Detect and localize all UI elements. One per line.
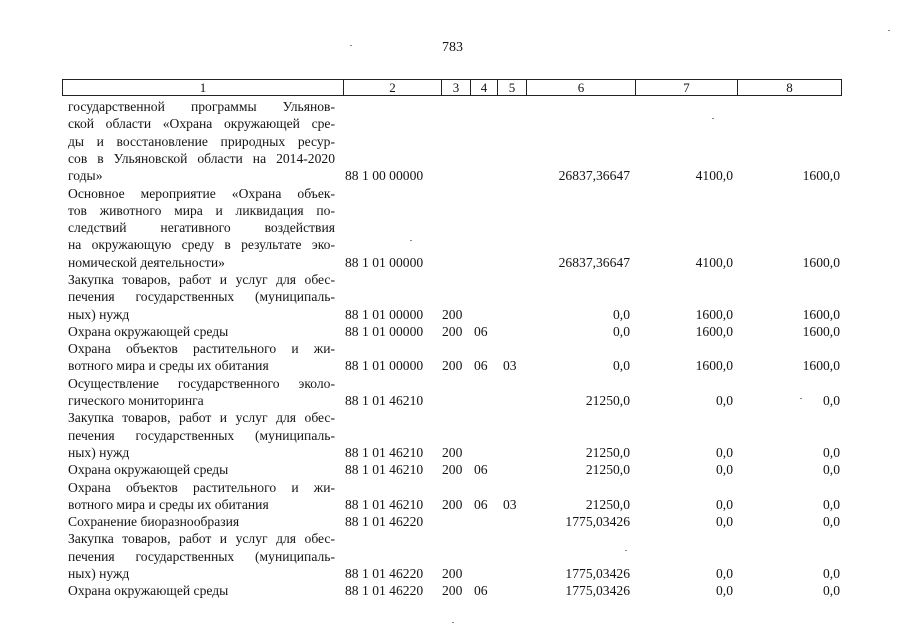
description-line: вотного мира и среды их обитания [68,496,269,512]
scan-speck [800,398,802,399]
cell-expense-type: 200 [442,566,463,582]
header-col-6: 6 [527,80,636,95]
description-line: ных) нужд [68,566,130,582]
row-description [68,582,335,599]
scan-speck [712,118,714,119]
table-row [0,98,905,185]
cell-amount-col7: 0,0 [716,566,733,582]
cell-amount-col7: 4100,0 [695,168,733,184]
cell-target-code: 88 1 01 00000 [345,358,424,374]
scan-speck [625,550,627,551]
cell-target-code: 88 1 01 00000 [345,306,424,322]
header-col-5: 5 [498,80,527,95]
description-line: вотного мира и среды их обитания [68,358,269,374]
description-line: Сохранение биоразнообразия [68,514,240,530]
cell-amount-col8: 0,0 [823,514,840,530]
cell-amount-col7: 1600,0 [695,323,733,339]
scan-speck [888,30,890,31]
cell-target-code: 88 1 00 00000 [345,168,424,184]
description-line: Закупка товаров, работ и услуг для обес- [68,531,335,547]
header-col-2: 2 [344,80,442,95]
row-description [68,513,335,530]
cell-amount-col7: 0,0 [716,514,733,530]
description-line: печения государственных (муниципаль- [68,289,335,305]
table-row [0,513,905,530]
table-row [0,409,905,461]
cell-amount-col6: 0,0 [613,323,630,339]
cell-expense-type: 200 [442,583,463,599]
description-line: на окружающую среду в результате эко- [68,237,335,253]
cell-amount-col6: 1775,03426 [565,514,630,530]
cell-amount-col8: 0,0 [823,462,840,478]
cell-amount-col6: 0,0 [613,306,630,322]
cell-target-code: 88 1 01 46210 [345,444,424,460]
cell-target-code: 88 1 01 46210 [345,462,424,478]
cell-amount-col8: 0,0 [823,566,840,582]
cell-expense-type: 200 [442,496,463,512]
description-line: Охрана объектов растительного и жи- [68,341,335,357]
header-col-8: 8 [786,80,793,95]
cell-amount-col6: 1775,03426 [565,583,630,599]
description-line: Закупка товаров, работ и услуг для обес- [68,410,335,426]
cell-amount-col8: 1600,0 [802,306,840,322]
row-description [68,323,335,340]
description-line: Основное мероприятие «Охрана объек- [68,185,335,201]
cell-target-code: 88 1 01 46220 [345,583,424,599]
table-row [0,582,905,599]
cell-amount-col7: 1600,0 [695,306,733,322]
row-description [68,530,335,582]
description-line: Охрана окружающей среды [68,462,229,478]
cell-expense-type: 200 [442,444,463,460]
description-line: Охрана окружающей среды [68,323,229,339]
cell-amount-col8: 1600,0 [802,254,840,270]
table-row [0,185,905,272]
cell-target-code: 88 1 01 46220 [345,566,424,582]
cell-section: 06 [474,323,488,339]
cell-target-code: 88 1 01 00000 [345,254,424,270]
description-line: ской области «Охрана окружающей сре- [68,116,335,132]
description-line: печения государственных (муниципаль- [68,427,335,443]
cell-section: 06 [474,358,488,374]
cell-amount-col7: 0,0 [716,496,733,512]
cell-target-code: 88 1 01 46220 [345,514,424,530]
table-row [0,375,905,410]
cell-section: 06 [474,462,488,478]
table-body [0,98,905,600]
description-line: печения государственных (муниципаль- [68,548,335,564]
table-row [0,340,905,375]
row-description [68,271,335,323]
description-line: Охрана объектов растительного и жи- [68,479,335,495]
table-row [0,323,905,340]
table-header [62,79,842,96]
cell-amount-col8: 0,0 [823,393,840,409]
cell-section: 06 [474,496,488,512]
row-description [68,461,335,478]
table-row [0,530,905,582]
description-line: Закупка товаров, работ и услуг для обес- [68,272,335,287]
description-line: Охрана окружающей среды [68,583,229,599]
header-col-1: 1 [63,80,344,95]
description-line: номической деятельности» [68,254,225,270]
description-line: ных) нужд [68,444,130,460]
description-line: гического мониторинга [68,393,204,409]
cell-amount-col7: 0,0 [716,393,733,409]
header-col-3: 3 [442,80,471,95]
cell-amount-col8: 1600,0 [802,323,840,339]
table-row [0,461,905,478]
cell-amount-col7: 0,0 [716,444,733,460]
cell-amount-col8: 1600,0 [802,168,840,184]
cell-section: 06 [474,583,488,599]
header-col-7: 7 [636,80,738,95]
description-line: государственной программы Ульянов- [68,99,335,114]
cell-amount-col8: 0,0 [823,496,840,512]
cell-amount-col6: 21250,0 [585,444,630,460]
cell-amount-col8: 1600,0 [802,358,840,374]
description-line: ды и восстановление природных ресур- [68,133,335,149]
table-row [0,271,905,323]
cell-subsection: 03 [503,358,517,374]
cell-amount-col7: 4100,0 [695,254,733,270]
cell-amount-col8: 0,0 [823,444,840,460]
description-line: тов животного мира и ликвидация по- [68,202,335,218]
cell-amount-col7: 0,0 [716,583,733,599]
cell-amount-col6: 1775,03426 [565,566,630,582]
cell-target-code: 88 1 01 00000 [345,323,424,339]
scan-speck [452,622,454,623]
cell-amount-col6: 21250,0 [585,462,630,478]
row-description [68,375,335,410]
header-col-4: 4 [471,80,498,95]
cell-amount-col6: 21250,0 [585,393,630,409]
description-line: Осуществление государственного эколо- [68,375,335,391]
cell-amount-col6: 21250,0 [585,496,630,512]
cell-amount-col6: 0,0 [613,358,630,374]
table-row [0,479,905,514]
row-description [68,479,335,514]
cell-expense-type: 200 [442,462,463,478]
description-line: годы» [68,168,103,184]
row-description [68,340,335,375]
row-description [68,185,335,271]
cell-amount-col6: 26837,36647 [558,254,630,270]
description-line: сов в Ульяновской области на 2014-2020 [68,150,335,166]
description-line: следствий негативного воздействия [68,220,335,236]
scan-speck [350,45,352,46]
cell-expense-type: 200 [442,306,463,322]
cell-target-code: 88 1 01 46210 [345,393,424,409]
cell-target-code: 88 1 01 46210 [345,496,424,512]
cell-amount-col8: 0,0 [823,583,840,599]
cell-expense-type: 200 [442,358,463,374]
cell-expense-type: 200 [442,323,463,339]
row-description [68,98,335,184]
scan-speck [410,240,412,241]
page-number: 783 [442,40,463,55]
row-description [68,409,335,461]
cell-subsection: 03 [503,496,517,512]
cell-amount-col7: 1600,0 [695,358,733,374]
description-line: ных) нужд [68,306,130,322]
cell-amount-col6: 26837,36647 [558,168,630,184]
cell-amount-col7: 0,0 [716,462,733,478]
